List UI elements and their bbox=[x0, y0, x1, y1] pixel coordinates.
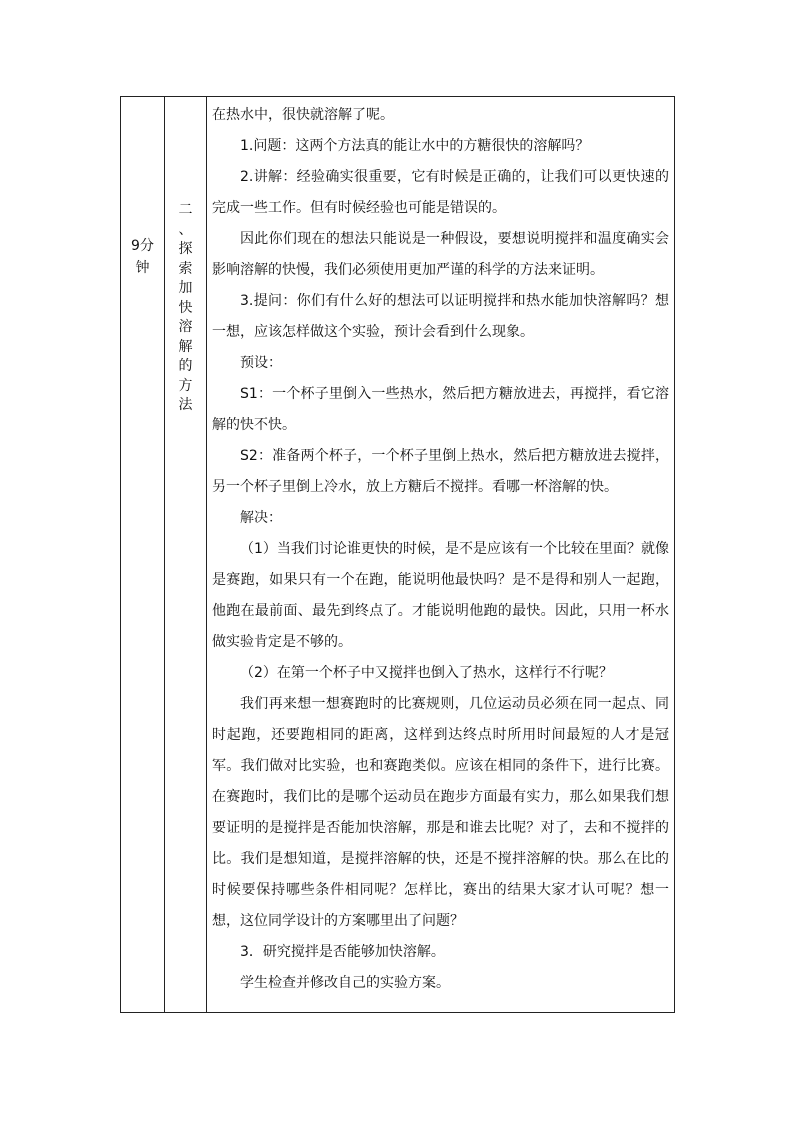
paragraph: 解决： bbox=[240, 510, 282, 526]
paragraph: （1）当我们讨论谁更快的时候，是不是应该有一个比较在里面？就像是赛跑，如果只有一个在跑，能说明他最快吗？是不是得和别人一起跑，他跑在最前面、最先到终点了。才能说明他跑的最快。因此，只用一杯水做实验肯定是不够的。 bbox=[212, 541, 669, 650]
paragraph: 在热水中，很快就溶解了呢。 bbox=[212, 107, 394, 123]
section-title-char: 、 bbox=[178, 221, 193, 238]
paragraph: 学生检查并修改自己的实验方案。 bbox=[240, 975, 450, 991]
paragraph: S2：准备两个杯子，一个杯子里倒上热水，然后把方糖放进去搅拌，另一个杯子里倒上冷水，放上方糖后不搅拌。看哪一杯溶解的快。 bbox=[212, 448, 669, 495]
section-title-cell bbox=[165, 97, 207, 1012]
paragraph: 3．研究搅拌是否能够加快溶解。 bbox=[240, 944, 445, 960]
content-body bbox=[212, 100, 669, 999]
section-title-char: 溶 bbox=[178, 319, 193, 335]
time-text: 9分钟 bbox=[131, 238, 154, 276]
section-title-char: 方 bbox=[178, 377, 193, 394]
paragraph: 我们再来想一想赛跑时的比赛规则，几位运动员必须在同一起点、同时起跑，还要跑相同的距离，这样到达终点时所用时间最短的人才是冠军。我们做对比实验，也和赛跑类似。应该在相同的条件下，进行比赛。在赛跑时，我们比的是哪个运动员在跑步方面最有实力，那么如果我们想要证明的是搅拌是否能加快溶解，那是和谁去比呢？对了，去和不搅拌的比。我们是想知道，是搅拌溶解的快，还是不搅拌溶解的快。那么在比的时候要保持哪些条件相同呢？怎样比，赛出的结果大家才认可呢？想一想，这位同学设计的方案哪里出了问题？ bbox=[212, 696, 669, 929]
time-cell bbox=[121, 97, 165, 1012]
lesson-plan-table bbox=[120, 96, 675, 1013]
content-cell bbox=[207, 97, 674, 1012]
section-title-char: 探 bbox=[178, 241, 193, 257]
section-title-text bbox=[165, 201, 206, 416]
section-title-char: 法 bbox=[178, 397, 193, 413]
section-title-char: 二 bbox=[178, 202, 193, 218]
paragraph: 2.讲解：经验确实很重要，它有时候是正确的，让我们可以更快速的完成一些工作。但有时候经验也可能是错误的。 bbox=[212, 169, 669, 216]
section-title-char: 索 bbox=[178, 260, 193, 277]
paragraph: 1.问题：这两个方法真的能让水中的方糖很快的溶解吗？ bbox=[240, 138, 590, 154]
paragraph: 预设： bbox=[240, 355, 282, 371]
section-title-char: 快 bbox=[178, 299, 193, 316]
paragraph: 因此你们现在的想法只能说是一种假设，要想说明搅拌和温度确实会影响溶解的快慢，我们必须使用更加严谨的科学的方法来证明。 bbox=[212, 231, 669, 278]
paragraph: S1：一个杯子里倒入一些热水，然后把方糖放进去，再搅拌，看它溶解的快不快。 bbox=[212, 386, 669, 433]
section-title-char: 加 bbox=[178, 280, 193, 296]
section-title-char: 解 bbox=[178, 338, 193, 355]
paragraph: 3.提问：你们有什么好的想法可以证明搅拌和热水能加快溶解吗？想一想，应该怎样做这个实验，预计会看到什么现象。 bbox=[212, 293, 669, 340]
section-title-char: 的 bbox=[178, 358, 193, 374]
paragraph: （2）在第一个杯子中又搅拌也倒入了热水，这样行不行呢？ bbox=[240, 665, 613, 681]
